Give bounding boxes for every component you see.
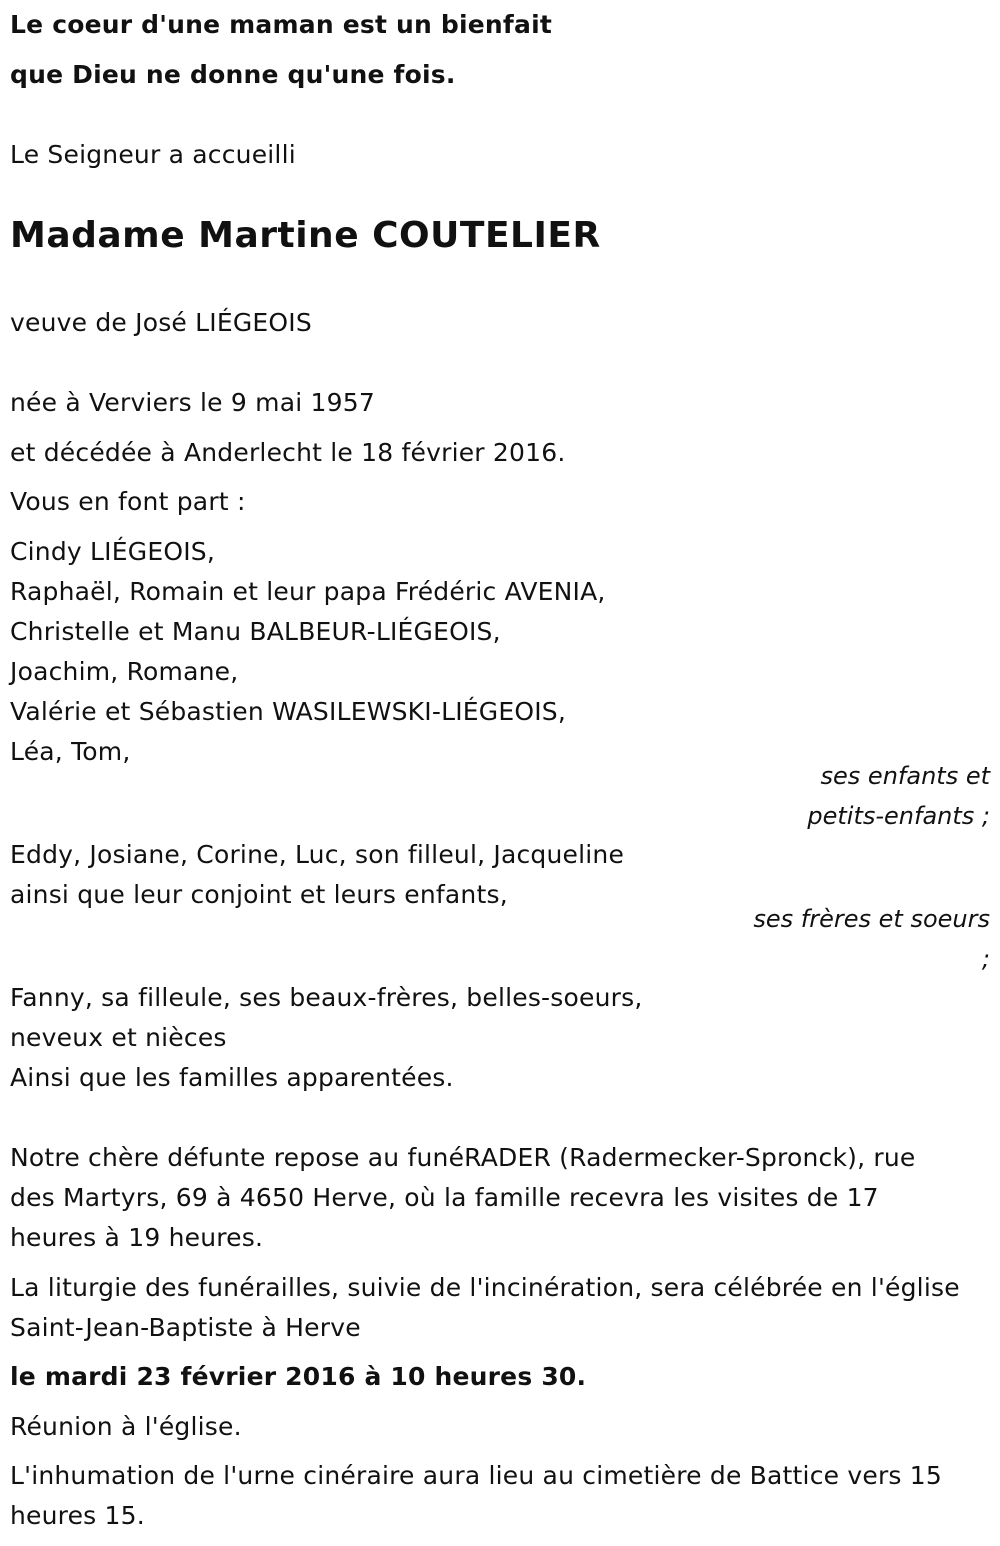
quote-line-2: que Dieu ne donne qu'une fois. [10, 60, 456, 89]
children-line: Christelle et Manu BALBEUR-LIÉGEOIS, [10, 617, 501, 646]
widow-of: veuve de José LIÉGEOIS [10, 308, 312, 337]
siblings-label-line-1: ses frères et soeurs [753, 905, 990, 933]
deceased-name: Madame Martine COUTELIER [10, 215, 601, 256]
children-line: Léa, Tom, [10, 737, 131, 766]
announce-text: Vous en font part : [10, 487, 246, 516]
rest-line: des Martyrs, 69 à 4650 Herve, où la famille recevra les visites de 17 [10, 1183, 879, 1212]
birth-info: née à Verviers le 9 mai 1957 [10, 388, 375, 417]
children-label-line-1: ses enfants et [820, 762, 990, 790]
meeting-text: Réunion à l'église. [10, 1412, 242, 1441]
burial-line: heures 15. [10, 1501, 145, 1530]
children-line: Valérie et Sébastien WASILEWSKI-LIÉGEOIS, [10, 697, 567, 726]
death-info: et décédée à Anderlecht le 18 février 2016. [10, 438, 566, 467]
others-line: neveux et nièces [10, 1023, 227, 1052]
quote-line-1: Le coeur d'une maman est un bienfait [10, 10, 552, 39]
liturgy-line: La liturgie des funérailles, suivie de l'incinération, sera célébrée en l'église [10, 1273, 960, 1302]
ceremony-date: le mardi 23 février 2016 à 10 heures 30. [10, 1362, 587, 1391]
children-line: Cindy LIÉGEOIS, [10, 537, 215, 566]
others-line: Fanny, sa filleule, ses beaux-frères, belles-soeurs, [10, 983, 643, 1012]
rest-line: Notre chère défunte repose au funéRADER (Radermecker-Spronck), rue [10, 1143, 916, 1172]
children-line: Joachim, Romane, [10, 657, 239, 686]
burial-line: L'inhumation de l'urne cinéraire aura lieu au cimetière de Battice vers 15 [10, 1461, 942, 1490]
liturgy-line: Saint-Jean-Baptiste à Herve [10, 1313, 361, 1342]
siblings-label-line-2: ; [981, 945, 990, 973]
siblings-line: ainsi que leur conjoint et leurs enfants, [10, 880, 508, 909]
siblings-line: Eddy, Josiane, Corine, Luc, son filleul, Jacqueline [10, 840, 625, 869]
children-label-line-2: petits-enfants ; [807, 802, 990, 830]
intro-text: Le Seigneur a accueilli [10, 140, 296, 169]
children-line: Raphaël, Romain et leur papa Frédéric AVENIA, [10, 577, 606, 606]
others-line: Ainsi que les familles apparentées. [10, 1063, 454, 1092]
rest-line: heures à 19 heures. [10, 1223, 264, 1252]
